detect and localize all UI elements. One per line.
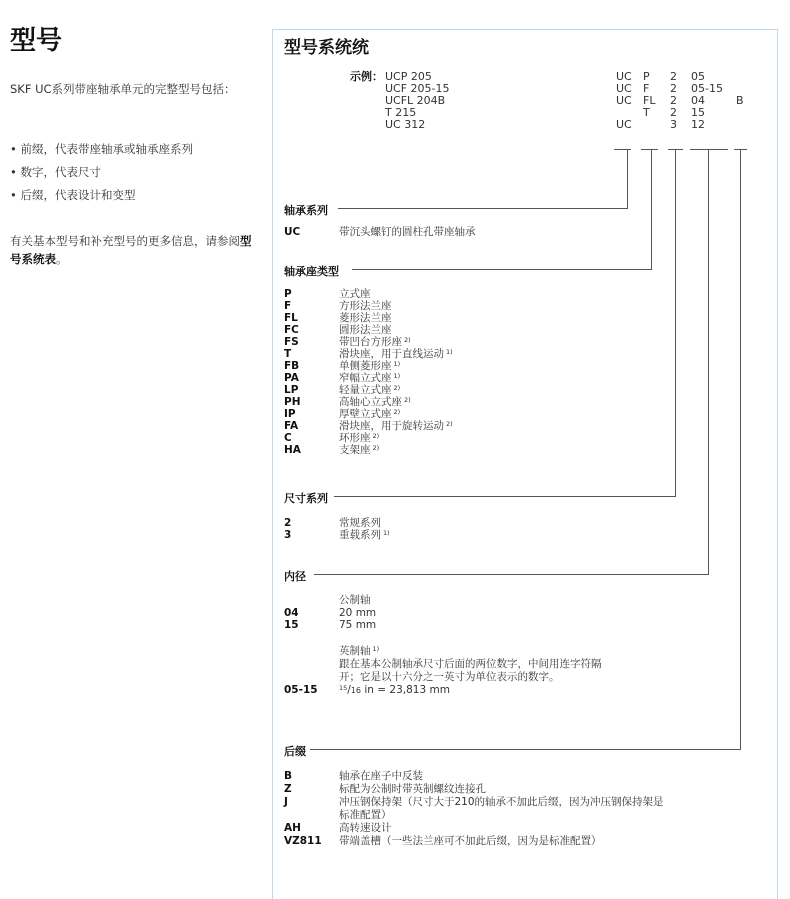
housing-desc-row [339,384,453,396]
dimension-desc-row [339,517,390,529]
housing-code: PA [284,372,299,384]
housing-code-list [284,288,301,456]
section-heading-bearing-series: 轴承系列 [284,204,328,217]
housing-code: PH [284,396,301,408]
bore-tick [690,149,728,150]
suffix-heading-line [310,749,741,750]
footnote-marker: 1) [446,348,453,356]
suffix-code: J [284,796,288,808]
suffix-desc: 标配为公制时带英制螺纹连接孔 [339,783,486,795]
fraction-numerator: 15 [339,684,348,692]
housing-desc-row [339,348,453,360]
dimension-code: 3 [284,529,292,541]
series-column [616,71,632,131]
housing-cell: P [643,70,650,83]
housing-desc-row [339,420,453,432]
housing-cell [643,119,655,131]
suffix-code: Z [284,783,292,795]
reference-prefix: 有关基本型号和补充型号的更多信息，请参阅 [10,234,240,248]
housing-desc-list [339,288,453,456]
bore-code-list [284,607,299,631]
designation-table-link[interactable]: 型号系统表 [10,234,252,266]
series-cell: UC [616,118,632,131]
bore-heading-line [314,574,709,575]
footnote-marker: 2) [393,408,401,416]
bore-desc-list [339,607,376,631]
series-cell: UC [616,82,632,95]
dimension-connector [675,149,676,497]
housing-desc: 单侧菱形座 [339,360,392,372]
series-heading-line [338,208,628,209]
section-heading-housing-type: 轴承座类型 [284,265,339,278]
series-cell: UC [616,70,632,83]
housing-code: HA [284,444,301,456]
bore-cell: 05 [691,70,705,83]
suffix-desc: 轴承在座子中反装 [339,770,423,782]
housing-connector [651,149,652,270]
example-code: UCP 205 [385,70,432,83]
example-code: UCF 205-15 [385,82,450,95]
suffix-desc: 高转速设计 [339,822,392,834]
footnote-marker: 1) [393,372,401,380]
housing-code: FS [284,336,299,348]
housing-desc: 窄幅立式座 [339,372,392,384]
fraction-denominator: 16 [350,686,362,695]
bullet-list [10,140,193,209]
bore-desc: 75 mm [339,619,377,631]
housing-desc-row [339,372,453,384]
dimension-desc-list [339,517,390,541]
housing-desc-row [339,324,453,336]
suffix-desc: 冲压钢保持架（尺寸大于210的轴承不加此后缀，因为冲压钢保持架是 [339,796,664,808]
suffix-cell [736,107,744,119]
housing-desc: 圆形法兰座 [339,324,392,336]
housing-cell: F [643,82,650,95]
suffix-desc: 标准配置） [339,809,392,821]
housing-tick [641,149,658,150]
housing-desc-row [339,288,453,300]
suffix-column [736,71,744,131]
series-tick [614,149,631,150]
dimension-column [670,71,677,131]
bearing-series-code: UC [284,226,301,238]
housing-desc: 菱形法兰座 [339,312,392,324]
footnote-marker: 2) [372,444,380,452]
inch-value-text: in = 23,813 mm [364,684,450,696]
bore-connector [708,149,709,575]
bore-cell: 15 [691,106,705,119]
housing-desc: 立式座 [339,288,371,300]
dimension-code: 2 [284,517,292,529]
housing-desc-row [339,312,453,324]
dimension-cell: 2 [670,94,677,107]
suffix-code: VZ811 [284,835,322,847]
section-heading-suffix: 后缀 [284,745,306,758]
suffix-cell [736,119,744,131]
dimension-cell: 2 [670,82,677,95]
housing-desc-row [339,432,453,444]
housing-cell: T [643,106,650,119]
housing-desc-row [339,408,453,420]
housing-code: FL [284,312,298,324]
footnote-marker: 2) [393,384,401,392]
housing-desc-row [339,444,453,456]
bearing-series-desc: 带沉头螺钉的圆柱孔带座轴承 [339,226,476,238]
page-title: 型号 [10,26,63,56]
housing-code: FC [284,324,299,336]
housing-code: FB [284,360,300,372]
suffix-cell [736,71,744,83]
series-cell: UC [616,94,632,107]
footnote-marker: 2) [404,396,411,404]
intro-text: SKF UC系列带座轴承单元的完整型号包括： [10,82,236,96]
housing-desc: 带凹台方形座 [339,336,402,348]
footnote-marker: 1) [383,529,390,537]
bore-column [691,71,723,131]
reference-suffix: 。 [56,252,68,266]
housing-code: P [284,288,292,300]
dimension-cell: 3 [670,118,677,131]
housing-desc-row [339,300,453,312]
inch-shaft-text-line: 跟在基本公制轴承尺寸后面的两位数字，中间用连字符隔 [339,658,602,670]
reference-text [10,232,260,268]
dimension-code-list [284,517,291,541]
housing-desc-row [339,336,453,348]
inch-shaft-label: 英制轴 [339,645,371,657]
suffix-cell: B [736,94,744,107]
footnote-marker: 1) [393,360,401,368]
inch-shaft-heading [339,645,379,657]
housing-code: FA [284,420,299,432]
suffix-connector [740,149,741,750]
housing-code: IP [284,408,296,420]
footnote-marker: 1) [372,645,380,653]
footnote-marker: 2) [446,420,453,428]
housing-desc: 支架座 [339,444,371,456]
example-code: UC 312 [385,118,426,131]
housing-heading-line [352,269,652,270]
housing-desc-row [339,396,453,408]
bore-code: 04 [284,607,299,619]
footnote-marker: 2) [404,336,411,344]
example-code: UCFL 204B [385,94,446,107]
bore-code: 15 [284,619,299,631]
housing-desc: 高轴心立式座 [339,396,402,408]
example-code: T 215 [385,106,417,119]
series-connector [627,149,628,209]
dimension-cell: 2 [670,70,677,83]
list-item: • 数字，代表尺寸 [10,163,193,186]
housing-desc: 轻量立式座 [339,384,392,396]
examples-label: 示例： [350,70,383,83]
section-heading-bore: 内径 [284,570,306,583]
housing-desc: 滑块座，用于旋转运动 [339,420,444,432]
inch-bore-code: 05-15 [284,684,318,696]
bore-cell: 04 [691,94,705,107]
housing-desc: 厚壁立式座 [339,408,392,420]
inch-bore-value: $^{15}$/16 in = 23,813 mm [339,684,450,696]
bore-desc: 20 mm [339,607,377,619]
housing-desc: 方形法兰座 [339,300,392,312]
housing-code: F [284,300,292,312]
dimension-cell: 2 [670,106,677,119]
suffix-desc: 带端盖槽（一些法兰座可不加此后缀，因为是标准配置） [339,835,602,847]
bore-cell: 12 [691,118,705,131]
housing-column [643,71,655,131]
designation-system-panel [272,29,778,899]
housing-code: T [284,348,292,360]
bore-cell: 05-15 [691,82,723,95]
list-item: • 前缀，代表带座轴承或轴承座系列 [10,140,193,163]
housing-cell: FL [643,94,656,107]
panel-title: 型号系统统 [284,38,369,58]
dimension-desc: 常规系列 [339,517,381,529]
footnote-marker: 2) [372,432,380,440]
example-codes [385,71,450,131]
housing-desc: 滑块座，用于直线运动 [339,348,444,360]
dimension-desc-row [339,529,390,541]
list-item: • 后缀，代表设计和变型 [10,186,193,209]
inch-shaft-text-line: 开；它是以十六分之一英寸为单位表示的数字。 [339,671,560,683]
dimension-desc: 重载系列 [339,529,381,541]
suffix-code: AH [284,822,301,834]
housing-code: LP [284,384,299,396]
suffix-code: B [284,770,293,782]
housing-code: C [284,432,292,444]
dimension-heading-line [334,496,676,497]
housing-desc-row [339,360,453,372]
section-heading-dimension-series: 尺寸系列 [284,492,328,505]
housing-desc: 环形座 [339,432,371,444]
metric-shaft-heading: 公制轴 [339,594,371,606]
